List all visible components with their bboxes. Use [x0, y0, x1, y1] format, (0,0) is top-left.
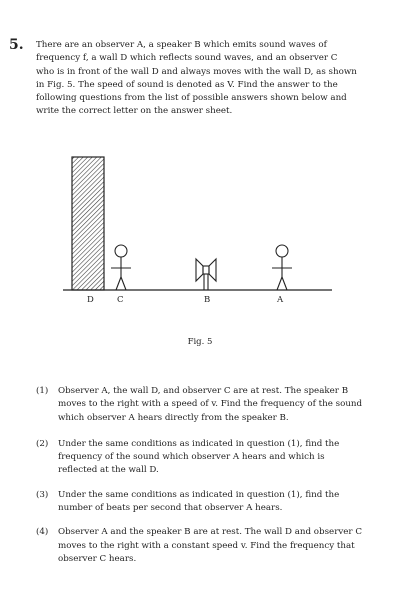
wall-d: [72, 157, 104, 290]
label-observer-a: A: [277, 295, 284, 305]
question-text: Observer A and the speaker B are at rest. The wall D and observer C moves to the right with a constant speed v. Find the frequency that observer C hears.: [58, 527, 362, 564]
question-1: [36, 385, 366, 425]
question-number: (2): [36, 438, 49, 449]
speaker-b-figure: [196, 259, 216, 290]
label-wall-d: D: [87, 295, 94, 305]
question-text: Under the same conditions as indicated in question (1), find the frequency of the sound which observer A hears and which is reflected at the wall D.: [58, 438, 340, 476]
question-number: (3): [36, 489, 49, 500]
question-text: Under the same conditions as indicated in question (1), find the number of beats per second that observer A hears.: [58, 489, 340, 514]
question-2: [36, 438, 366, 478]
label-speaker-b: B: [204, 295, 211, 305]
label-observer-c: C: [117, 295, 124, 305]
question-text: Observer A, the wall D, and observer C are at rest. The speaker B moves to the right with a speed of v. Find the frequency of the sound which observer A hears directly from the speaker B.: [58, 386, 363, 423]
question-list: [36, 385, 366, 566]
question-number: (4): [36, 527, 49, 538]
question-3: [36, 489, 366, 516]
problem-intro: There are an observer A, a speaker B which emits sound waves of frequency f, a wall D which reflects sound waves, and an observer C who is in front of the wall D and always moves with the wall D, as shown in Fig. 5. The speed of sound is denoted as V. Find the answer to the following questions from the list of possible answers shown below and write the correct letter on the answer sheet.: [36, 40, 357, 117]
question-number: (1): [36, 386, 49, 396]
observer-c-figure: [111, 245, 131, 290]
problem-number: 5.: [9, 37, 24, 53]
figure-caption: Fig. 5: [187, 337, 213, 347]
question-4: [36, 526, 366, 566]
observer-a-figure: [272, 245, 292, 290]
